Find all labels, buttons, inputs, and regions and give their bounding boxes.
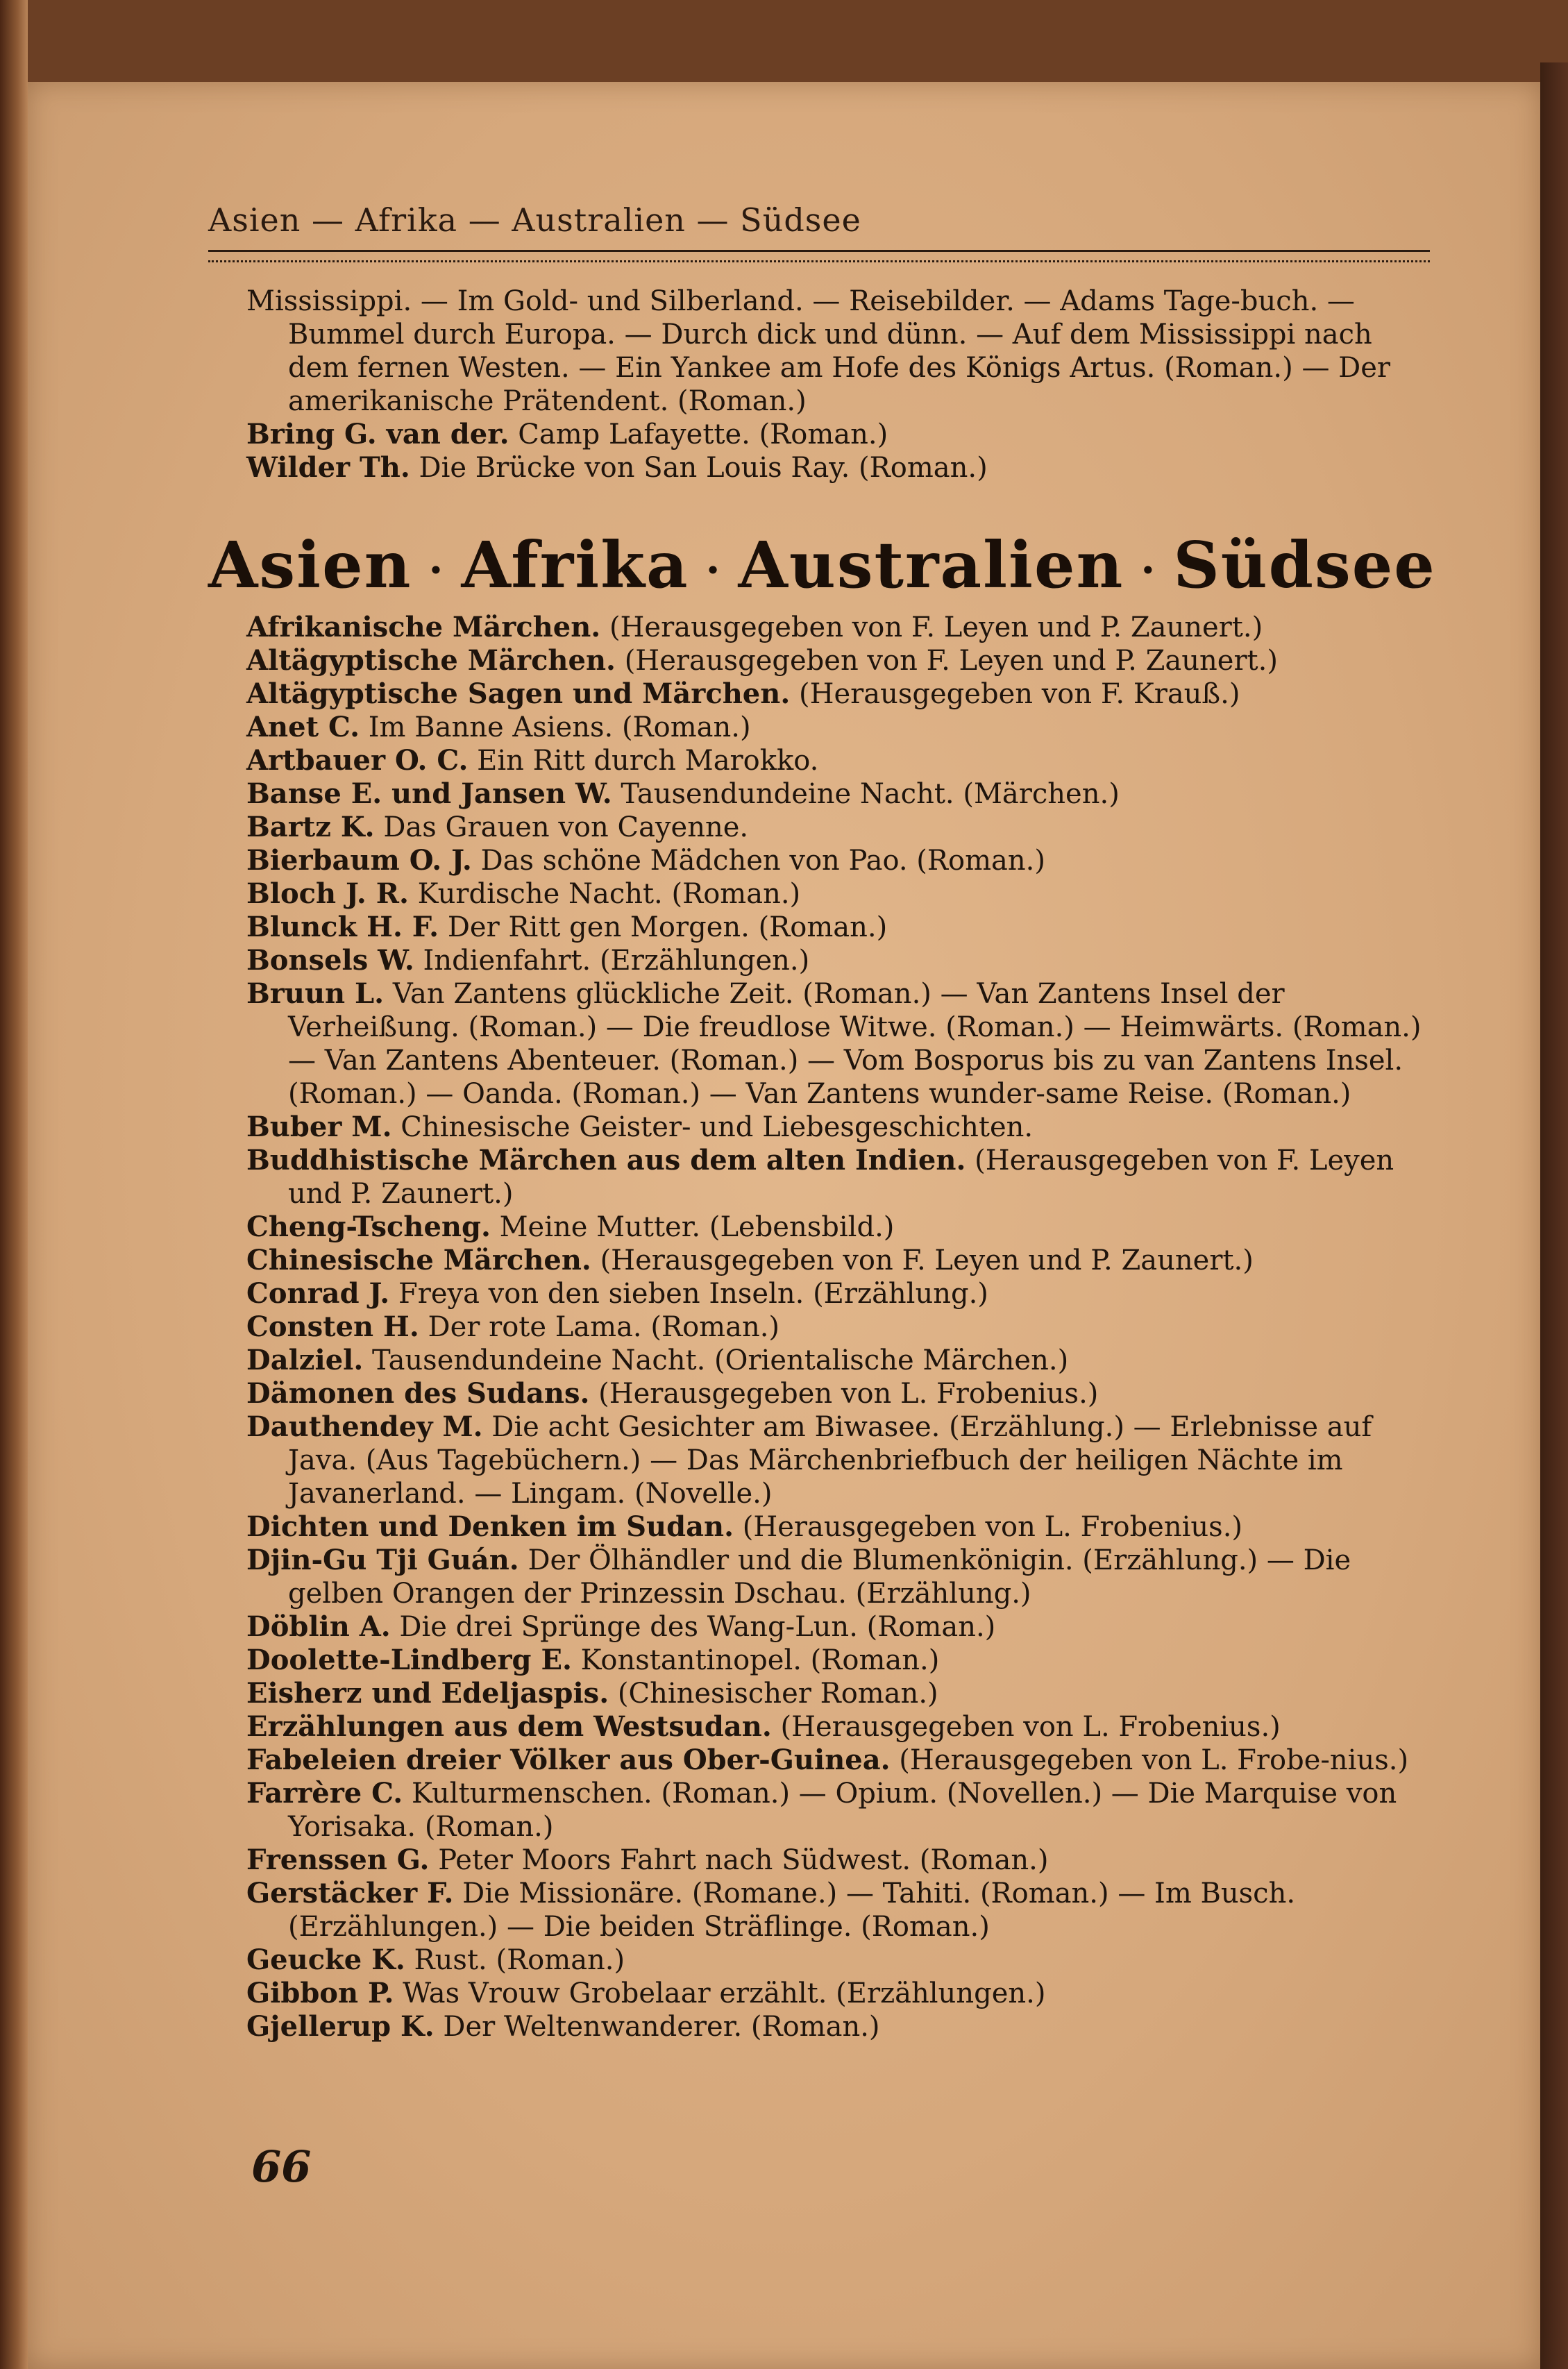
header-rule bbox=[208, 250, 1430, 262]
book-page-edge bbox=[1540, 62, 1568, 2369]
entry-titles: (Herausgegeben von L. Frobenius.) bbox=[780, 1711, 1281, 1743]
entry-author: Wilder Th. bbox=[246, 451, 410, 484]
entry-author: Bonsels W. bbox=[246, 944, 414, 977]
entry-titles: Im Banne Asiens. (Roman.) bbox=[368, 711, 751, 743]
entry-titles: Camp Lafayette. (Roman.) bbox=[518, 419, 888, 450]
entry-titles: Die drei Sprünge des Wang-Lun. (Roman.) bbox=[399, 1611, 996, 1643]
entry-titles: Meine Mutter. (Lebensbild.) bbox=[499, 1211, 895, 1243]
bibliography-entry bbox=[246, 1510, 1433, 1544]
entry-titles: (Herausgegeben von F. Leyen und P. Zaunert.) bbox=[288, 1145, 1394, 1210]
running-head: Asien — Afrika — Australien — Südsee bbox=[208, 201, 861, 239]
entry-author: Gerstäcker F. bbox=[246, 1877, 454, 1909]
bibliography-entry bbox=[246, 611, 1433, 644]
bibliography-entry bbox=[246, 944, 1433, 977]
bibliography-entry bbox=[246, 1144, 1433, 1211]
bibliography-entry bbox=[246, 977, 1433, 1111]
bibliography-entry bbox=[246, 677, 1433, 711]
entry-author: Buber M. bbox=[246, 1111, 392, 1143]
entry-titles: Das Grauen von Cayenne. bbox=[383, 811, 749, 843]
entry-author: Buddhistische Märchen aus dem alten Indien. bbox=[246, 1144, 966, 1177]
entry-author: Dauthendey M. bbox=[246, 1410, 483, 1443]
entry-author: Gjellerup K. bbox=[246, 2010, 435, 2043]
entry-titles: Van Zantens glückliche Zeit. (Roman.) — Van Zantens Insel der Verheißung. (Roman.) — Die freudlose Witwe. (Roman.) — Heimwärts. (Roman.) — Van Zantens Abenteuer. (Roman.) — Vom Bosporus bis zu van Zantens Insel. (Roman.) — Oanda. (Roman.) — Van Zantens wunder-same Reise. (Roman.) bbox=[288, 978, 1422, 1110]
bibliography-entry bbox=[246, 1211, 1433, 1244]
entry-author: Dichten und Denken im Sudan. bbox=[246, 1510, 734, 1543]
entry-author: Doolette-Lindberg E. bbox=[246, 1644, 572, 1676]
bibliography-entry bbox=[246, 1710, 1433, 1744]
entry-titles: Chinesische Geister- und Liebesgeschichten. bbox=[401, 1111, 1034, 1143]
entry-author: Conrad J. bbox=[246, 1277, 390, 1310]
bibliography-entry bbox=[246, 285, 1433, 418]
entry-titles: (Herausgegeben von L. Frobenius.) bbox=[598, 1378, 1099, 1410]
bibliography-entry bbox=[246, 844, 1433, 877]
entry-author: Afrikanische Märchen. bbox=[246, 611, 601, 643]
heading-part-south-seas: Südsee bbox=[1173, 528, 1436, 602]
bibliography-entry-list bbox=[246, 611, 1433, 2043]
entry-titles: Der Ritt gen Morgen. (Roman.) bbox=[447, 911, 888, 943]
entry-author: Geucke K. bbox=[246, 1944, 405, 1976]
bibliography-entry bbox=[246, 1944, 1433, 1977]
entry-titles: Der Ölhändler und die Blumenkönigin. (Erzählung.) — Die gelben Orangen der Prinzessin Dschau. (Erzählung.) bbox=[288, 1544, 1351, 1610]
entry-author: Altägyptische Sagen und Märchen. bbox=[246, 677, 791, 710]
entry-titles: (Herausgegeben von F. Krauß.) bbox=[798, 678, 1240, 710]
heading-separator: · bbox=[428, 546, 445, 596]
bibliography-entry bbox=[246, 1844, 1433, 1877]
bibliography-entry bbox=[246, 1277, 1433, 1310]
entry-author: Consten H. bbox=[246, 1310, 419, 1343]
entry-author: Cheng-Tscheng. bbox=[246, 1211, 491, 1243]
book-spine bbox=[0, 0, 28, 2369]
entry-titles: (Herausgegeben von L. Frobenius.) bbox=[742, 1511, 1243, 1543]
bibliography-entry bbox=[246, 1977, 1433, 2010]
entry-titles: Die Brücke von San Louis Ray. (Roman.) bbox=[419, 452, 988, 484]
bibliography-entry bbox=[246, 451, 1433, 484]
entry-author: Eisherz und Edeljaspis. bbox=[246, 1677, 609, 1710]
entry-author: Anet C. bbox=[246, 711, 360, 743]
top-entry-list bbox=[246, 285, 1433, 484]
entry-author: Chinesische Märchen. bbox=[246, 1244, 591, 1276]
section-heading bbox=[208, 528, 1436, 602]
bibliography-entry bbox=[246, 2010, 1433, 2043]
entry-titles: Der rote Lama. (Roman.) bbox=[428, 1311, 780, 1343]
bibliography-entry bbox=[246, 1344, 1433, 1377]
entry-titles: Die acht Gesichter am Biwasee. (Erzählung.) — Erlebnisse auf Java. (Aus Tagebüchern.) — Das Märchenbriefbuch der heiligen Nächte im Javanerland. — Lingam. (Novelle.) bbox=[288, 1411, 1372, 1510]
bibliography-entry bbox=[246, 744, 1433, 777]
entry-author: Dämonen des Sudans. bbox=[246, 1377, 590, 1410]
bibliography-entry bbox=[246, 811, 1433, 844]
entry-titles: Ein Ritt durch Marokko. bbox=[477, 745, 819, 777]
entry-titles: Was Vrouw Grobelaar erzählt. (Erzählungen.) bbox=[403, 1978, 1046, 2009]
bibliography-entry bbox=[246, 711, 1433, 744]
entry-author: Altägyptische Märchen. bbox=[246, 644, 616, 677]
bibliography-entry bbox=[246, 1377, 1433, 1410]
entry-titles: Mississippi. — Im Gold- und Silberland. — Reisebilder. — Adams Tage-buch. — Bummel durch Europa. — Durch dick und dünn. — Auf dem Mississippi nach dem fernen Westen. — Ein Yankee am Hofe des Königs Artus. (Roman.) — Der amerikanische Prätendent. (Roman.) bbox=[246, 285, 1391, 417]
entry-titles: Tausendundeine Nacht. (Orientalische Märchen.) bbox=[372, 1344, 1069, 1376]
entry-titles: Kurdische Nacht. (Roman.) bbox=[417, 878, 801, 910]
entry-author: Bartz K. bbox=[246, 811, 375, 843]
entry-titles: Die Missionäre. (Romane.) — Tahiti. (Roman.) — Im Busch. (Erzählungen.) — Die beiden Sträflinge. (Roman.) bbox=[288, 1878, 1296, 1943]
bibliography-entry bbox=[246, 1111, 1433, 1144]
entry-author: Frenssen G. bbox=[246, 1844, 430, 1876]
entry-titles: (Herausgegeben von F. Leyen und P. Zaunert.) bbox=[609, 612, 1263, 643]
entry-author: Djin-Gu Tji Guán. bbox=[246, 1544, 519, 1576]
entry-author: Farrère C. bbox=[246, 1777, 403, 1810]
entry-titles: Kulturmenschen. (Roman.) — Opium. (Novellen.) — Die Marquise von Yorisaka. (Roman.) bbox=[288, 1778, 1397, 1843]
heading-separator: · bbox=[1140, 546, 1157, 596]
entry-author: Artbauer O. C. bbox=[246, 744, 469, 777]
entry-titles: Indienfahrt. (Erzählungen.) bbox=[423, 945, 810, 977]
bibliography-entry bbox=[246, 1610, 1433, 1644]
entry-author: Bierbaum O. J. bbox=[246, 844, 472, 877]
heading-part-africa: Afrika bbox=[461, 528, 689, 602]
bibliography-entry bbox=[246, 1410, 1433, 1510]
bibliography-entry bbox=[246, 1544, 1433, 1610]
bibliography-entry bbox=[246, 1244, 1433, 1277]
entry-author: Gibbon P. bbox=[246, 1977, 394, 2009]
heading-separator: · bbox=[705, 546, 722, 596]
bibliography-entry bbox=[246, 418, 1433, 451]
bibliography-entry bbox=[246, 1744, 1433, 1777]
bibliography-entry bbox=[246, 1877, 1433, 1944]
bibliography-entry bbox=[246, 911, 1433, 944]
entry-titles: Konstantinopel. (Roman.) bbox=[580, 1644, 940, 1676]
entry-titles: (Herausgegeben von F. Leyen und P. Zaunert.) bbox=[624, 645, 1278, 677]
bibliography-entry bbox=[246, 777, 1433, 811]
entry-titles: Das schöne Mädchen von Pao. (Roman.) bbox=[480, 845, 1045, 877]
page-number: 66 bbox=[251, 2141, 312, 2192]
entry-author: Bruun L. bbox=[246, 977, 385, 1010]
entry-author: Döblin A. bbox=[246, 1610, 391, 1643]
entry-titles: (Herausgegeben von F. Leyen und P. Zaunert.) bbox=[600, 1245, 1254, 1276]
entry-author: Erzählungen aus dem Westsudan. bbox=[246, 1710, 772, 1743]
entry-titles: Peter Moors Fahrt nach Südwest. (Roman.) bbox=[438, 1844, 1049, 1876]
entry-author: Blunck H. F. bbox=[246, 911, 439, 943]
entry-author: Bring G. van der. bbox=[246, 418, 509, 450]
entry-titles: (Chinesischer Roman.) bbox=[617, 1678, 938, 1710]
bibliography-entry bbox=[246, 1310, 1433, 1344]
bibliography-entry bbox=[246, 877, 1433, 911]
entry-author: Fabeleien dreier Völker aus Ober-Guinea. bbox=[246, 1744, 891, 1776]
bibliography-entry bbox=[246, 1777, 1433, 1844]
heading-part-australia: Australien bbox=[738, 528, 1124, 602]
bibliography-entry bbox=[246, 1677, 1433, 1710]
entry-titles: Rust. (Roman.) bbox=[414, 1944, 625, 1976]
entry-titles: Tausendundeine Nacht. (Märchen.) bbox=[621, 778, 1120, 810]
bibliography-entry bbox=[246, 1644, 1433, 1677]
bibliography-entry bbox=[246, 644, 1433, 677]
entry-titles: Freya von den sieben Inseln. (Erzählung.) bbox=[398, 1278, 988, 1310]
entry-titles: (Herausgegeben von L. Frobe-nius.) bbox=[899, 1744, 1409, 1776]
entry-author: Bloch J. R. bbox=[246, 877, 409, 910]
heading-part-asia: Asien bbox=[208, 528, 412, 602]
entry-author: Dalziel. bbox=[246, 1344, 364, 1376]
entry-titles: Der Weltenwanderer. (Roman.) bbox=[443, 2011, 880, 2043]
entry-author: Banse E. und Jansen W. bbox=[246, 777, 612, 810]
